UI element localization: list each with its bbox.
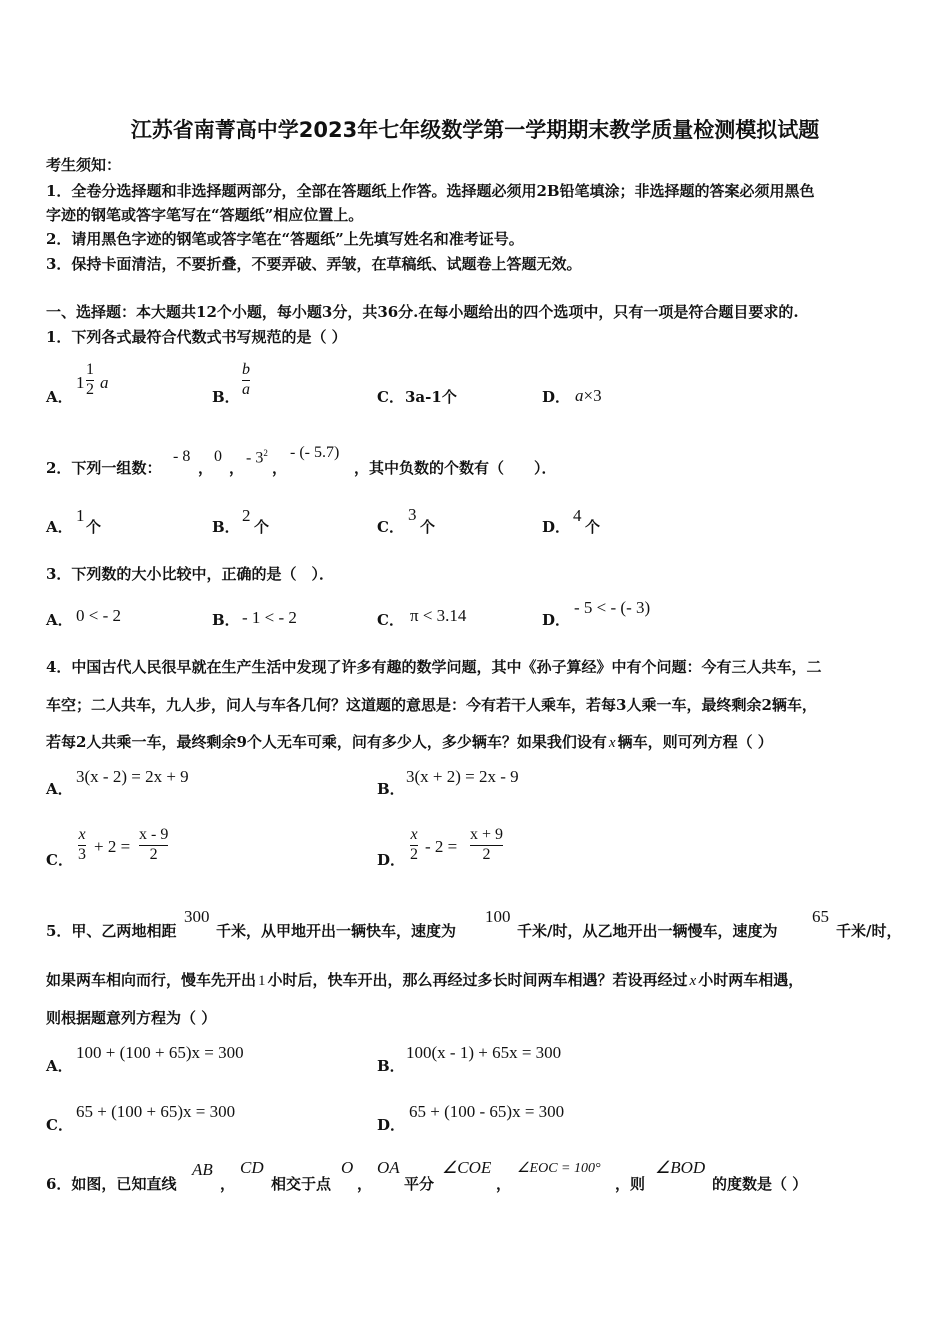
fraction: x 3 xyxy=(78,826,86,863)
option-value: 3 xyxy=(408,505,417,524)
unit: 个 xyxy=(254,518,270,536)
number: 300 xyxy=(184,907,210,926)
option-text: 3a-1个 xyxy=(405,388,457,406)
mixed-number-whole: 1 xyxy=(76,373,85,392)
option-label: C． xyxy=(377,388,404,406)
question-5-text: 千米/时，从乙地开出一辆慢车，速度为 xyxy=(517,922,778,940)
math-symbol: ∠EOC = 100° xyxy=(517,1161,601,1176)
question-2-tail: ，其中负数的个数有（ ）． xyxy=(354,459,557,477)
fraction xyxy=(242,362,250,399)
question-6-text: ，则 xyxy=(615,1175,646,1193)
number: 0 xyxy=(214,448,222,465)
option-expression: 3(x + 2) = 2x - 9 xyxy=(406,767,519,786)
option-expression: 100 + (100 + 65)x = 300 xyxy=(76,1043,244,1062)
option-value: 2 xyxy=(242,506,251,525)
punctuation: ， xyxy=(496,1175,512,1193)
question-6-text: 6．如图，已知直线 xyxy=(46,1175,177,1193)
option-label: A． xyxy=(46,1057,73,1075)
option-label: B． xyxy=(212,611,240,629)
numerator: b xyxy=(242,361,250,378)
option-label: D． xyxy=(377,851,406,869)
option-label: B． xyxy=(212,388,240,406)
option-label: C． xyxy=(46,1116,73,1134)
option-label: C． xyxy=(46,851,73,869)
variable: a xyxy=(100,373,109,392)
fraction xyxy=(86,362,94,399)
section-heading: 一、选择题：本大题共12个小题，每小题3分，共36分.在每小题给出的四个选项中，只有一项是符合题目要求的. xyxy=(46,303,799,321)
question-5-text: 如果两车相向而行，慢车先开出 1 小时后，快车开出，那么再经过多长时间两车相遇？若设再经过 x 小时两车相遇， xyxy=(46,971,804,989)
page-title: 江苏省南菁高中学2023年七年级数学第一学期期末教学质量检测模拟试题 xyxy=(130,118,820,142)
math-symbol: OA xyxy=(377,1158,400,1177)
option-label: B． xyxy=(377,1057,405,1075)
number: 100 xyxy=(485,907,511,926)
question-2-stem: 2．下列一组数： xyxy=(46,459,162,477)
notice-heading: 考生须知： xyxy=(46,156,122,174)
option-label: A． xyxy=(46,611,73,629)
math-symbol: CD xyxy=(240,1158,264,1177)
option-value: 4 xyxy=(573,506,582,525)
fraction: x + 9 2 xyxy=(470,826,504,863)
notice-line: 字迹的钢笔或答字笔写在“答题纸”相应位置上。 xyxy=(46,206,364,224)
denominator: 2 xyxy=(86,380,94,398)
number: 65 xyxy=(812,907,829,926)
option-expression: - 1 < - 2 xyxy=(242,608,297,627)
notice-line: 3．保持卡面清洁，不要折叠，不要弄破、弄皱，在草稿纸、试题卷上答题无效。 xyxy=(46,255,582,273)
question-5-text: 千米，从甲地开出一辆快车，速度为 xyxy=(216,922,457,940)
option-expression: 65 + (100 + 65)x = 300 xyxy=(76,1102,236,1121)
math-symbol: AB xyxy=(192,1160,213,1179)
question-6-text: 的度数是（ ） xyxy=(712,1175,808,1193)
unit: 个 xyxy=(585,518,601,536)
option-expression: 0 < - 2 xyxy=(76,606,121,625)
option-label: B． xyxy=(212,518,240,536)
math-symbol: ∠BOD xyxy=(655,1158,706,1177)
operator: - 2 = xyxy=(425,837,458,856)
punctuation: ， xyxy=(220,1175,236,1193)
question-4-line: 车空；二人共车，九人步，问人与车各几何？这道题的意思是：今有若干人乘车，若每3人乘一车，最终剩余2辆车， xyxy=(46,696,817,714)
question-5-text: 千米/时， xyxy=(836,922,902,940)
option-label: A． xyxy=(46,388,73,406)
option-expression: - 5 < - (- 3) xyxy=(574,598,651,617)
option-label: D． xyxy=(542,518,571,536)
fraction: x - 9 2 xyxy=(139,826,169,863)
option-label: C． xyxy=(377,611,404,629)
option-label: A． xyxy=(46,780,73,798)
notice-line: 1．全卷分选择题和非选择题两部分，全部在答题纸上作答。选择题必须用2B铅笔填涂；非选择题的答案必须用黑色 xyxy=(46,182,815,200)
option-label: D． xyxy=(542,388,571,406)
punctuation: ， xyxy=(357,1175,373,1193)
option-label: B． xyxy=(377,780,405,798)
question-4-line: 若每2人共乘一车，最终剩余9个人无车可乘，问有多少人，多少辆车？如果我们设有 x 辆车，则可列方程（ ） xyxy=(46,733,773,751)
notice-line: 2．请用黑色字迹的钢笔或答字笔在“答题纸”上先填写姓名和准考证号。 xyxy=(46,230,524,248)
option-expression: a×3 xyxy=(575,386,602,405)
option-label: A． xyxy=(46,518,73,536)
question-1-stem: 1．下列各式最符合代数式书写规范的是（ ） xyxy=(46,328,347,346)
question-5-text: 5．甲、乙两地相距 xyxy=(46,922,177,940)
question-3-stem: 3．下列数的大小比较中，正确的是（ ）． xyxy=(46,565,334,583)
numerator: 1 xyxy=(86,361,94,378)
math-symbol: ∠COE xyxy=(442,1158,492,1177)
option-expression: π < 3.14 xyxy=(410,606,467,625)
option-expression: 3(x - 2) = 2x + 9 xyxy=(76,767,189,786)
question-5-text: 则根据题意列方程为（ ） xyxy=(46,1009,217,1027)
option-label: D． xyxy=(542,611,571,629)
number: - (- 5.7) xyxy=(290,444,340,461)
question-4-line: 4．中国古代人民很早就在生产生活中发现了许多有趣的数学问题，其中《孙子算经》中有个问题：今有三人共车，二 xyxy=(46,658,822,676)
math-symbol: O xyxy=(341,1158,354,1177)
number: - $3^2$ xyxy=(246,448,268,467)
denominator: a xyxy=(242,380,250,398)
question-6-text: 平分 xyxy=(404,1175,435,1193)
unit: 个 xyxy=(420,518,436,536)
operator: + 2 = xyxy=(94,837,131,856)
option-value: 1 xyxy=(76,506,85,525)
unit: 个 xyxy=(86,518,102,536)
fraction: x 2 xyxy=(410,826,418,863)
question-6-text: 相交于点 xyxy=(271,1175,332,1193)
option-expression: 100(x - 1) + 65x = 300 xyxy=(406,1043,562,1062)
option-expression: 65 + (100 - 65)x = 300 xyxy=(409,1102,565,1121)
option-label: C． xyxy=(377,518,404,536)
number: - 8 xyxy=(173,448,191,465)
option-label: D． xyxy=(377,1116,406,1134)
